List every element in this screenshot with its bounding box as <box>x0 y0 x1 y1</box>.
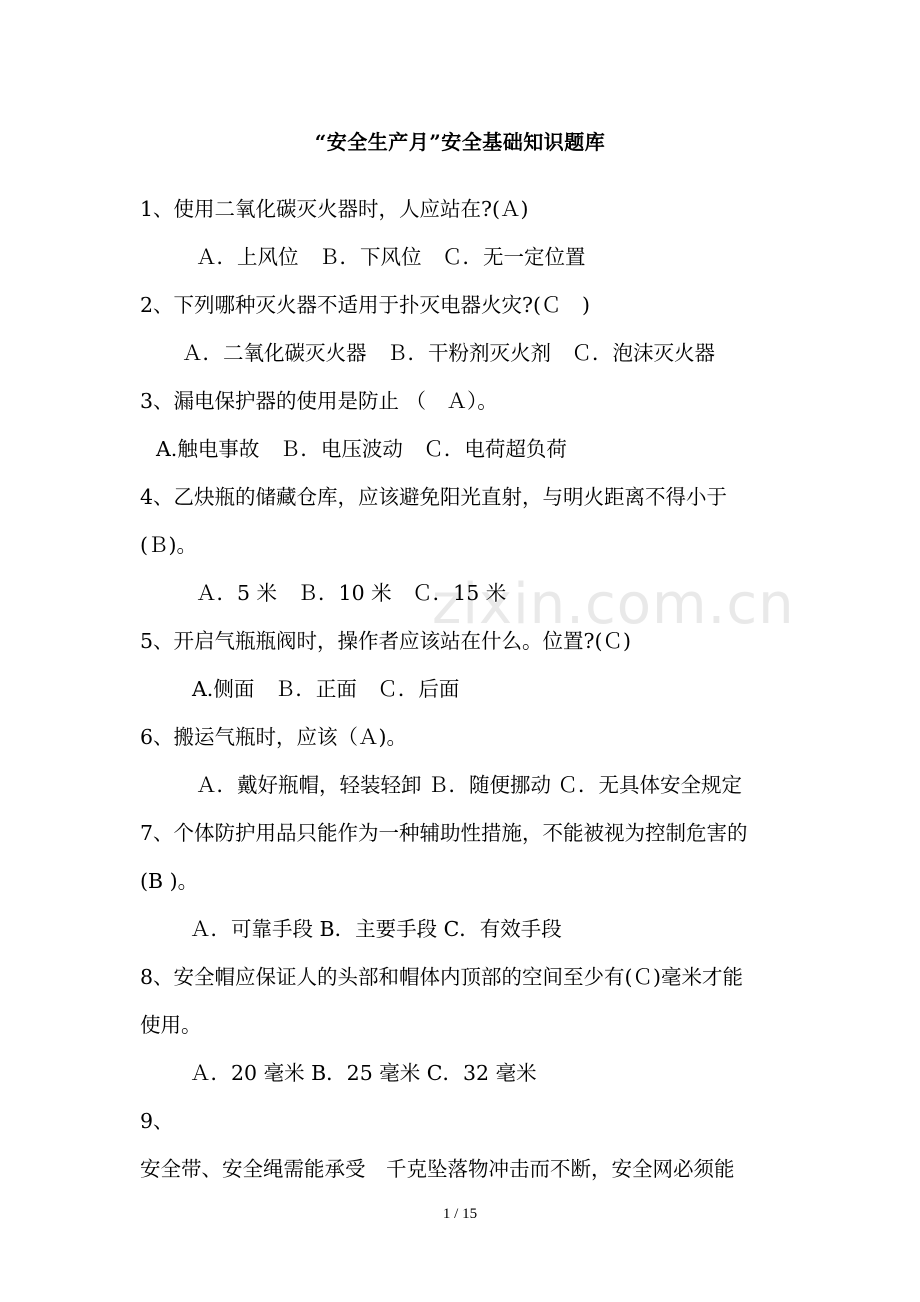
question-2: 2、下列哪种灭火器不适用于扑灭电器火灾?(Ｃ ) <box>140 293 591 317</box>
question-4-continued: (Ｂ)。 <box>140 533 197 557</box>
question-5: 5、开启气瓶瓶阀时，操作者应该站在什么。位置?(Ｃ) <box>140 629 632 653</box>
question-3: 3、漏电保护器的使用是防止 （ Ａ）。 <box>140 389 498 413</box>
page-number: 1 / 15 <box>442 1206 478 1222</box>
question-8-continued: 使用。 <box>140 1013 202 1037</box>
question-7-options: Ａ．可靠手段 B．主要手段 C．有效手段 <box>190 917 562 941</box>
question-1-options: Ａ．上风位 Ｂ．下风位 Ｃ．无一定位置 <box>196 245 586 269</box>
question-5-options: A.侧面 Ｂ．正面 Ｃ．后面 <box>192 677 460 701</box>
question-2-options: Ａ．二氧化碳灭火器 Ｂ．干粉剂灭火剂 Ｃ．泡沫灭火器 <box>182 341 715 365</box>
question-3-options: A.触电事故 Ｂ．电压波动 Ｃ．电荷超负荷 <box>156 437 567 461</box>
question-8: 8、安全帽应保证人的头部和帽体内顶部的空间至少有(Ｃ)毫米才能 <box>140 965 744 989</box>
question-6-options: Ａ．戴好瓶帽，轻装轻卸 Ｂ．随便挪动 Ｃ．无具体安全规定 <box>196 773 743 797</box>
question-7: 7、个体防护用品只能作为一种辅助性措施，不能被视为控制危害的 <box>140 821 748 845</box>
document-title: “安全生产月”安全基础知识题库 <box>314 130 606 154</box>
question-6: 6、搬运气瓶时，应该（Ａ)。 <box>140 725 408 749</box>
question-8-options: Ａ．20 毫米 B．25 毫米 C．32 毫米 <box>190 1061 537 1085</box>
watermark: zixin.com.cn <box>432 572 795 637</box>
question-4: 4、乙炔瓶的储藏仓库，应该避免阳光直射，与明火距离不得小于 <box>140 485 728 509</box>
question-7-continued: (B )。 <box>140 869 199 893</box>
question-9-continued: 安全带、安全绳需能承受 千克坠落物冲击而不断，安全网必须能 <box>140 1157 735 1181</box>
question-4-options: Ａ．5 米 Ｂ．10 米 Ｃ．15 米 <box>196 581 507 605</box>
question-1: 1、使用二氧化碳灭火器时，人应站在?(Ａ) <box>140 197 529 221</box>
question-9: 9、 <box>140 1109 174 1133</box>
